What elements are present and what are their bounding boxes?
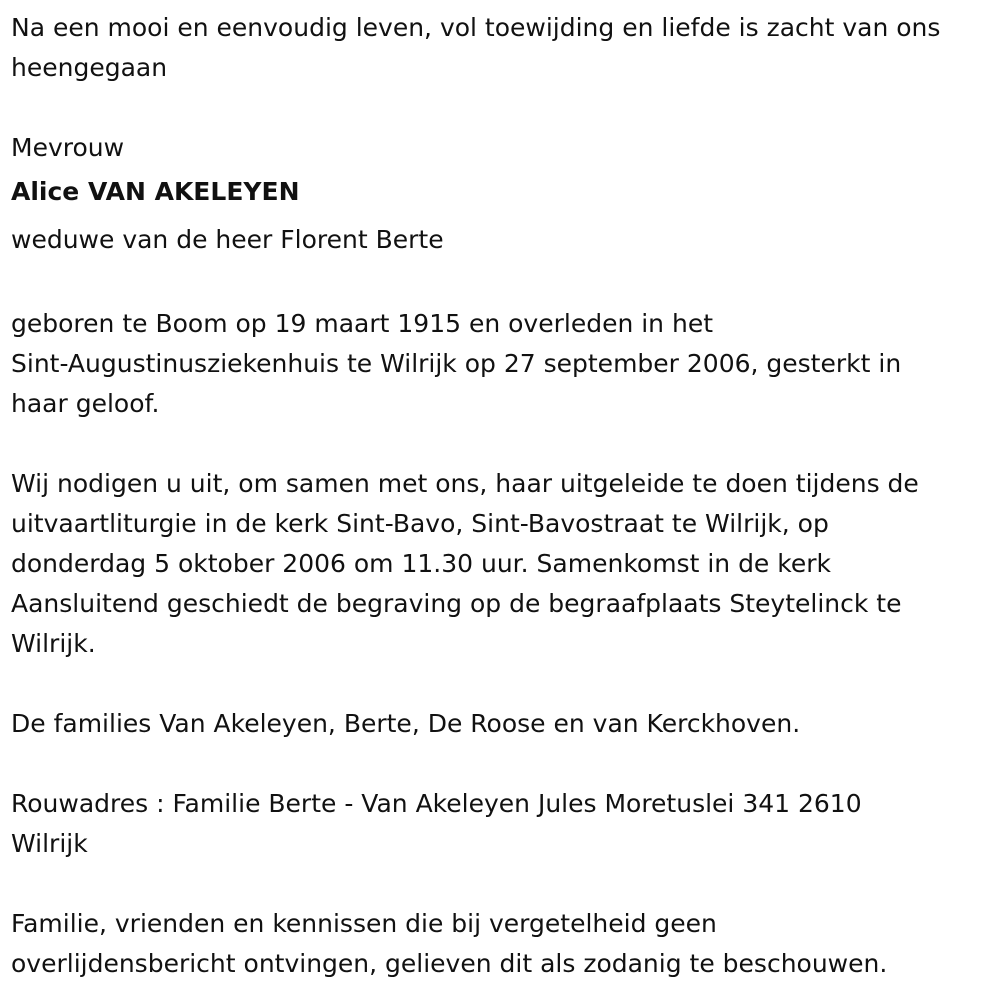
spacer — [11, 744, 991, 784]
deceased-name: Alice VAN AKELEYEN — [11, 177, 300, 206]
closing-paragraph: Familie, vrienden en kennissen die bij vergetelheid geen overlijdensbericht ontvingen, gelieven dit als zodanig te beschouwen. — [11, 909, 888, 978]
funeral-paragraph: Wij nodigen u uit, om samen met ons, haar uitgeleide te doen tijdens de uitvaartliturgie in de kerk Sint-Bavo, Sint-Bavostraat te Wilrijk, op donderdag 5 oktober 2006 om 11.30 uur. Samenkomst in de kerk Aansluitend geschiedt de begraving op de begraafplaats Steytelinck te Wilrijk. — [11, 469, 919, 658]
spacer — [11, 424, 991, 464]
relation-line: weduwe van de heer Florent Berte — [11, 225, 444, 254]
spacer — [11, 88, 991, 128]
spacer — [11, 864, 991, 904]
obituary-document — [11, 8, 991, 984]
spacer — [11, 664, 991, 704]
salutation: Mevrouw — [11, 133, 125, 162]
intro-paragraph: Na een mooi en eenvoudig leven, vol toewijding en liefde is zacht van ons heengegaan — [11, 13, 941, 82]
spacer — [11, 264, 991, 304]
birth-death-paragraph: geboren te Boom op 19 maart 1915 en overleden in het Sint-Augustinusziekenhuis te Wilrijk op 27 september 2006, gesterkt in haar geloof. — [11, 309, 902, 418]
mourning-address: Rouwadres : Familie Berte - Van Akeleyen Jules Moretuslei 341 2610 Wilrijk — [11, 789, 862, 858]
families-line: De families Van Akeleyen, Berte, De Roose en van Kerckhoven. — [11, 709, 801, 738]
